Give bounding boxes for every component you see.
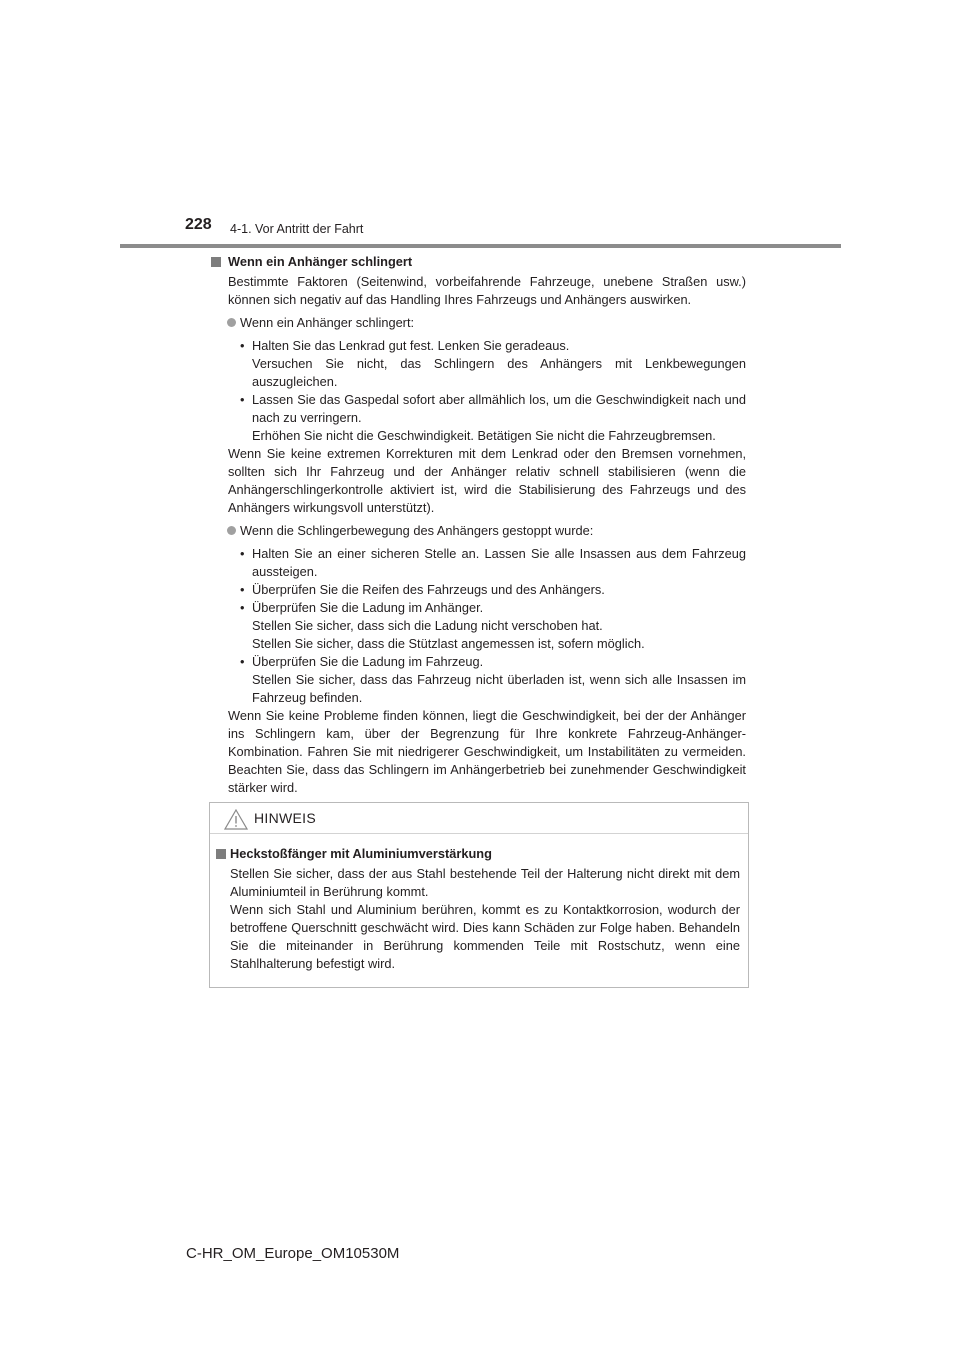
list-item bbox=[240, 545, 746, 581]
notice-label: HINWEIS bbox=[254, 810, 316, 826]
notice-body bbox=[216, 845, 740, 978]
notice-heading bbox=[216, 845, 740, 863]
list-item-line: Überprüfen Sie die Ladung im Fahrzeug. bbox=[252, 654, 484, 669]
intro-paragraph: Bestimmte Faktoren (Seitenwind, vorbeifahrende Fahrzeuge, unebene Straßen usw.) können sich negativ auf das Handling Ihres Fahrzeugs und Anhängers auswirken. bbox=[228, 274, 746, 307]
list-item-line: Halten Sie das Lenkrad gut fest. Lenken Sie geradeaus. bbox=[252, 338, 570, 353]
list-item bbox=[240, 653, 746, 707]
bullet-dot-icon: • bbox=[240, 338, 245, 353]
bullet-dot-icon: • bbox=[240, 600, 245, 615]
header-rule bbox=[120, 244, 841, 248]
list-item bbox=[240, 599, 746, 653]
bullet-dot-icon: • bbox=[240, 654, 245, 669]
notice-paragraph: Stellen Sie sicher, dass der aus Stahl bestehende Teil der Halterung nicht direkt mit dem Aluminiumteil in Berührung kommt. bbox=[230, 866, 740, 899]
list-item-line: Stellen Sie sicher, dass das Fahrzeug nicht überladen ist, wenn sich alle Insassen im Fahrzeug befinden. bbox=[252, 672, 746, 705]
list-item-line: Stellen Sie sicher, dass sich die Ladung nicht verschoben hat. bbox=[252, 618, 603, 633]
bullet-dot-icon: • bbox=[240, 392, 245, 407]
footer-doc-id: C-HR_OM_Europe_OM10530M bbox=[186, 1245, 400, 1262]
list-item bbox=[240, 391, 746, 445]
list-item-line: Versuchen Sie nicht, das Schlingern des Anhängers mit Lenkbewegungen auszugleichen. bbox=[252, 356, 746, 389]
main-content bbox=[210, 253, 746, 802]
bullet-dot-icon: • bbox=[240, 546, 245, 561]
case2-title-text: Wenn die Schlingerbewegung des Anhängers gestoppt wurde: bbox=[240, 523, 594, 538]
list-item bbox=[240, 337, 746, 391]
page-number: 228 bbox=[185, 216, 212, 233]
list-item-line: Erhöhen Sie nicht die Geschwindigkeit. Betätigen Sie nicht die Fahrzeugbremsen. bbox=[252, 428, 716, 443]
notice-heading-text: Heckstoßfänger mit Aluminiumverstärkung bbox=[230, 846, 492, 861]
topic-heading-text: Wenn ein Anhänger schlingert bbox=[228, 254, 413, 269]
list-item-line: Lassen Sie das Gaspedal sofort aber allmählich los, um die Geschwindigkeit nach und nach zu verringern. bbox=[252, 392, 746, 425]
notice-header bbox=[210, 803, 748, 834]
bullet-dot-icon: • bbox=[240, 582, 245, 597]
list-item-line: Überprüfen Sie die Reifen des Fahrzeugs und des Anhängers. bbox=[252, 582, 605, 597]
circle-bullet-icon bbox=[227, 318, 236, 327]
case2-title bbox=[210, 522, 746, 540]
case1-title bbox=[210, 314, 746, 332]
square-bullet-icon bbox=[216, 849, 226, 859]
section-title: 4-1. Vor Antritt der Fahrt bbox=[230, 222, 364, 236]
list-item bbox=[240, 581, 746, 599]
list-item-line: Überprüfen Sie die Ladung im Anhänger. bbox=[252, 600, 484, 615]
case1-title-text: Wenn ein Anhänger schlingert: bbox=[240, 315, 415, 330]
list-item-line: Halten Sie an einer sicheren Stelle an. Lassen Sie alle Insassen aus dem Fahrzeug aussteigen. bbox=[252, 546, 746, 579]
topic-heading bbox=[210, 253, 746, 271]
warning-triangle-icon bbox=[224, 809, 248, 835]
square-bullet-icon bbox=[211, 257, 221, 267]
list-item-line: Stellen Sie sicher, dass die Stützlast angemessen ist, sofern möglich. bbox=[252, 636, 645, 651]
notice-box bbox=[209, 802, 749, 988]
case1-after-paragraph: Wenn Sie keine extremen Korrekturen mit dem Lenkrad oder den Bremsen vornehmen, sollten sich Ihr Fahrzeug und der Anhänger relativ schnell stabilisieren (wenn die Anhängerschlingerkontrolle aktiviert ist, wird die Stabilisierung des Fahrzeugs und des Anhängers wirkungsvoll unterstützt). bbox=[228, 446, 746, 515]
case2-bullet-list bbox=[210, 545, 746, 707]
notice-paragraph: Wenn sich Stahl und Aluminium berühren, kommt es zu Kontaktkorrosion, wodurch der betroffene Querschnitt geschwächt wird. Dies kann Schäden zur Folge haben. Behandeln Sie die miteinander in Berührung kommenden Teile mit Rostschutz, wenn eine Stahlhalterung befestigt wird. bbox=[230, 902, 740, 971]
case1-bullet-list bbox=[210, 337, 746, 445]
circle-bullet-icon bbox=[227, 526, 236, 535]
case2-after-paragraph: Wenn Sie keine Probleme finden können, liegt die Geschwindigkeit, bei der der Anhänger ins Schlingern kam, über der Begrenzung für Ihre konkrete Fahrzeug-Anhänger-Kombination. Fahren Sie mit niedrigerer Geschwindigkeit, um Instabilitäten zu vermeiden. Beachten Sie, dass das Schlingern im Anhängerbetrieb bei zunehmender Geschwindigkeit stärker wird. bbox=[228, 708, 746, 795]
